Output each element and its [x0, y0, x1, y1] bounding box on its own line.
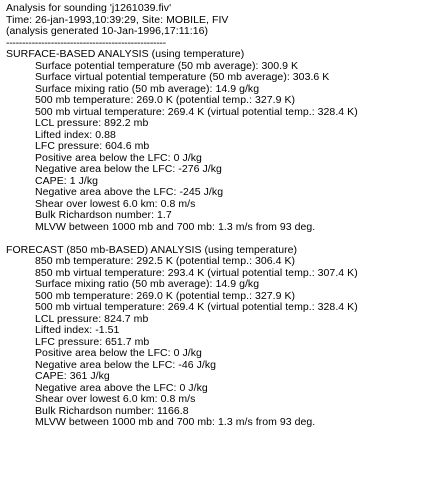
forecast-line: MLVW between 1000 mb and 700 mb: 1.3 m/s from 93 deg.	[35, 416, 316, 428]
forecast-line: Positive area below the LFC: 0 J/kg	[35, 347, 202, 359]
surface-line: LFC pressure: 604.6 mb	[35, 140, 150, 152]
forecast-section-heading: FORECAST (850 mb-BASED) ANALYSIS (using temperature)	[6, 243, 298, 256]
forecast-section-body	[6, 256, 442, 429]
surface-line: Surface potential temperature (50 mb average): 300.9 K	[35, 59, 299, 72]
surface-line: Shear over lowest 6.0 km: 0.8 m/s	[35, 197, 196, 210]
header-separator: --------------------------------------------------	[6, 36, 166, 49]
surface-section-body	[6, 61, 442, 234]
surface-line: Bulk Richardson number: 1.7	[35, 209, 172, 221]
sounding-time: Time: 26-jan-1993,10:39:29, Site: MOBILE, FIV	[6, 13, 229, 26]
forecast-line: 500 mb virtual temperature: 269.4 K (virtual potential temp.: 328.4 K)	[35, 301, 358, 313]
forecast-line: CAPE: 361 J/kg	[35, 370, 110, 382]
surface-line: 500 mb temperature: 269.0 K (potential temp.: 327.9 K)	[35, 94, 296, 106]
surface-line: CAPE: 1 J/kg	[35, 174, 99, 187]
section-gap	[6, 233, 442, 245]
surface-line: MLVW between 1000 mb and 700 mb: 1.3 m/s from 93 deg.	[35, 220, 316, 233]
document-title: Analysis for sounding 'j1261039.fiv'	[6, 2, 172, 14]
surface-line: Lifted index: 0.88	[35, 128, 116, 141]
surface-line: LCL pressure: 892.2 mb	[35, 117, 149, 129]
analysis-document	[6, 3, 442, 429]
surface-line: 500 mb virtual temperature: 269.4 K (virtual potential temp.: 328.4 K)	[35, 105, 358, 118]
surface-line: Positive area below the LFC: 0 J/kg	[35, 151, 202, 164]
forecast-line: LFC pressure: 651.7 mb	[35, 335, 150, 348]
forecast-line: Negative area above the LFC: 0 J/kg	[35, 381, 208, 394]
surface-section-heading: SURFACE-BASED ANALYSIS (using temperature)	[6, 48, 245, 60]
forecast-line: Lifted index: -1.51	[35, 324, 120, 336]
surface-line: Negative area above the LFC: -245 J/kg	[35, 186, 224, 198]
surface-line: Surface mixing ratio (50 mb average): 14.9 g/kg	[35, 82, 260, 95]
forecast-line: LCL pressure: 824.7 mb	[35, 312, 149, 325]
surface-line: Negative area below the LFC: -276 J/kg	[35, 163, 222, 175]
forecast-line: 850 mb temperature: 292.5 K (potential temp.: 306.4 K)	[35, 255, 296, 267]
forecast-line: 500 mb temperature: 269.0 K (potential temp.: 327.9 K)	[35, 289, 296, 302]
forecast-line: Negative area below the LFC: -46 J/kg	[35, 358, 217, 371]
generation-date: (analysis generated 10-Jan-1996,17:11:16)	[6, 25, 209, 37]
forecast-line: Surface mixing ratio (50 mb average): 14.9 g/kg	[35, 278, 260, 290]
forecast-line: Bulk Richardson number: 1166.8	[35, 404, 189, 417]
forecast-line: 850 mb virtual temperature: 293.4 K (virtual potential temp.: 307.4 K)	[35, 266, 358, 279]
surface-line: Surface virtual potential temperature (50 mb average): 303.6 K	[35, 71, 330, 83]
forecast-line: Shear over lowest 6.0 km: 0.8 m/s	[35, 393, 196, 405]
